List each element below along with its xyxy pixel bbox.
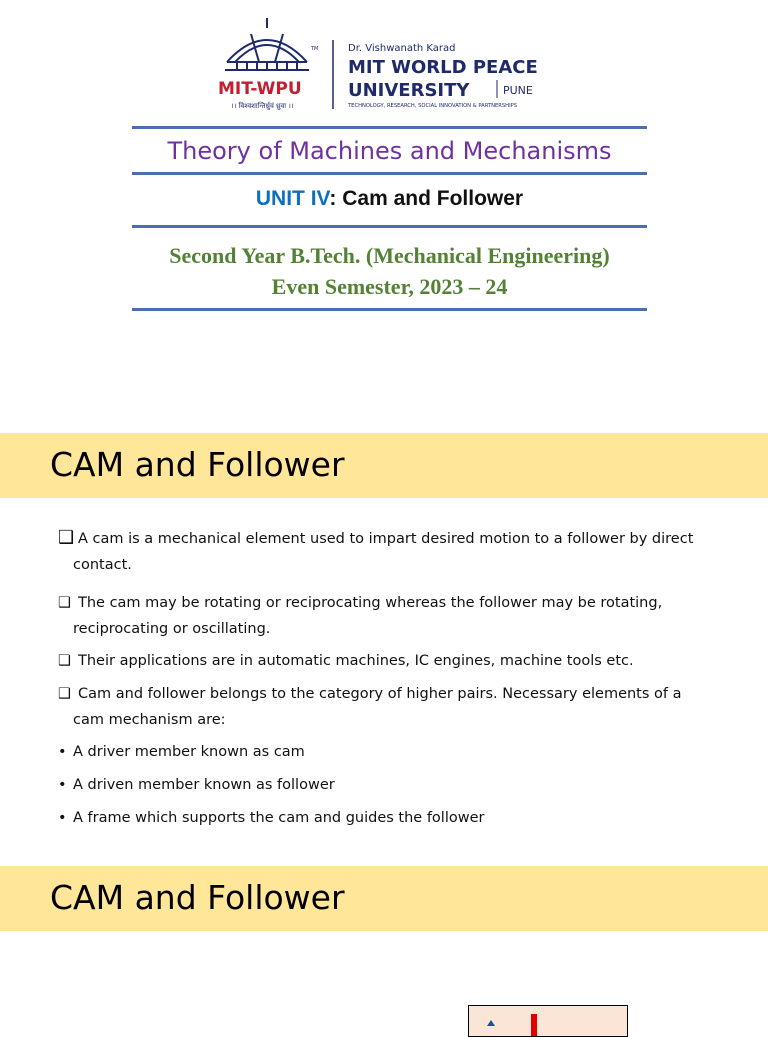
- unit-topic: : Cam and Follower: [329, 187, 524, 210]
- slide2-point-3: [58, 648, 708, 674]
- dome-emblem-icon: [225, 18, 309, 70]
- slide2-point-2: [58, 590, 708, 642]
- unit-number: UNIT IV: [255, 187, 330, 210]
- slide2-point-1: [58, 525, 708, 578]
- point-text: The cam may be rotating or reciprocating whereas the follower may be rotating,: [78, 595, 663, 611]
- bullet-dot-icon: •: [58, 810, 67, 826]
- bullet-text: A driven member known as follower: [73, 777, 335, 793]
- title-rule-top: [132, 126, 647, 129]
- follower-rod: [531, 1014, 537, 1036]
- logo-city: PUNE: [503, 84, 533, 97]
- point-text: A cam is a mechanical element used to impart desired motion to a follower by direct: [78, 531, 694, 547]
- logo-short-name: MIT-WPU: [218, 79, 302, 99]
- bullet-dot-icon: •: [58, 777, 67, 793]
- checkbox-bullet-icon: ❑: [58, 653, 71, 669]
- checkbox-bullet-icon: ❑: [58, 595, 71, 611]
- logo-motto: ।। विश्वशान्तिर्ध्रुवं ध्रुवा ।।: [231, 102, 294, 110]
- slide2-header-band: [0, 433, 768, 498]
- slide2-bullet-2: [58, 774, 708, 796]
- program-line: Second Year B.Tech. (Mechanical Engineering): [169, 243, 610, 268]
- title-rule-second: [132, 172, 647, 175]
- slide2-heading: CAM and Follower: [50, 445, 345, 484]
- title-rule-bottom: [132, 308, 647, 311]
- point-text: Their applications are in automatic machines, IC engines, machine tools etc.: [78, 653, 634, 669]
- unit-heading: [132, 185, 647, 213]
- arrow-up-icon: [487, 1020, 495, 1026]
- checkbox-bullet-icon: ❑: [58, 527, 75, 548]
- slide3-header-band: [0, 866, 768, 931]
- checkbox-bullet-icon: ❑: [58, 686, 71, 702]
- bullet-text: A driver member known as cam: [73, 744, 305, 760]
- point-continuation: reciprocating or oscillating.: [73, 621, 271, 637]
- cam-diagram-partial: [468, 1005, 628, 1037]
- logo-university-line2: UNIVERSITY: [348, 80, 470, 101]
- slide2-bullet-1: [58, 741, 708, 763]
- semester-line: Even Semester, 2023 – 24: [271, 274, 508, 299]
- point-text: Cam and follower belongs to the category of higher pairs. Necessary elements of a: [78, 686, 682, 702]
- slide2-point-4: [58, 681, 708, 733]
- bullet-text: A frame which supports the cam and guides the follower: [73, 810, 485, 826]
- title-rule-third: [132, 225, 647, 228]
- university-logo: [215, 14, 560, 114]
- bullet-dot-icon: •: [58, 744, 67, 760]
- logo-university-line1: MIT WORLD PEACE: [348, 57, 538, 78]
- slide3-heading: CAM and Follower: [50, 878, 345, 917]
- point-continuation: contact.: [73, 557, 132, 573]
- logo-tm: TM: [311, 46, 319, 52]
- slide2-bullet-3: [58, 807, 708, 829]
- logo-founder: Dr. Vishwanath Karad: [348, 43, 456, 54]
- course-title: Theory of Machines and Mechanisms: [167, 137, 612, 165]
- logo-tagline: TECHNOLOGY, RESEARCH, SOCIAL INNOVATION & PARTNERSHIPS: [348, 103, 518, 109]
- point-continuation: cam mechanism are:: [73, 712, 226, 728]
